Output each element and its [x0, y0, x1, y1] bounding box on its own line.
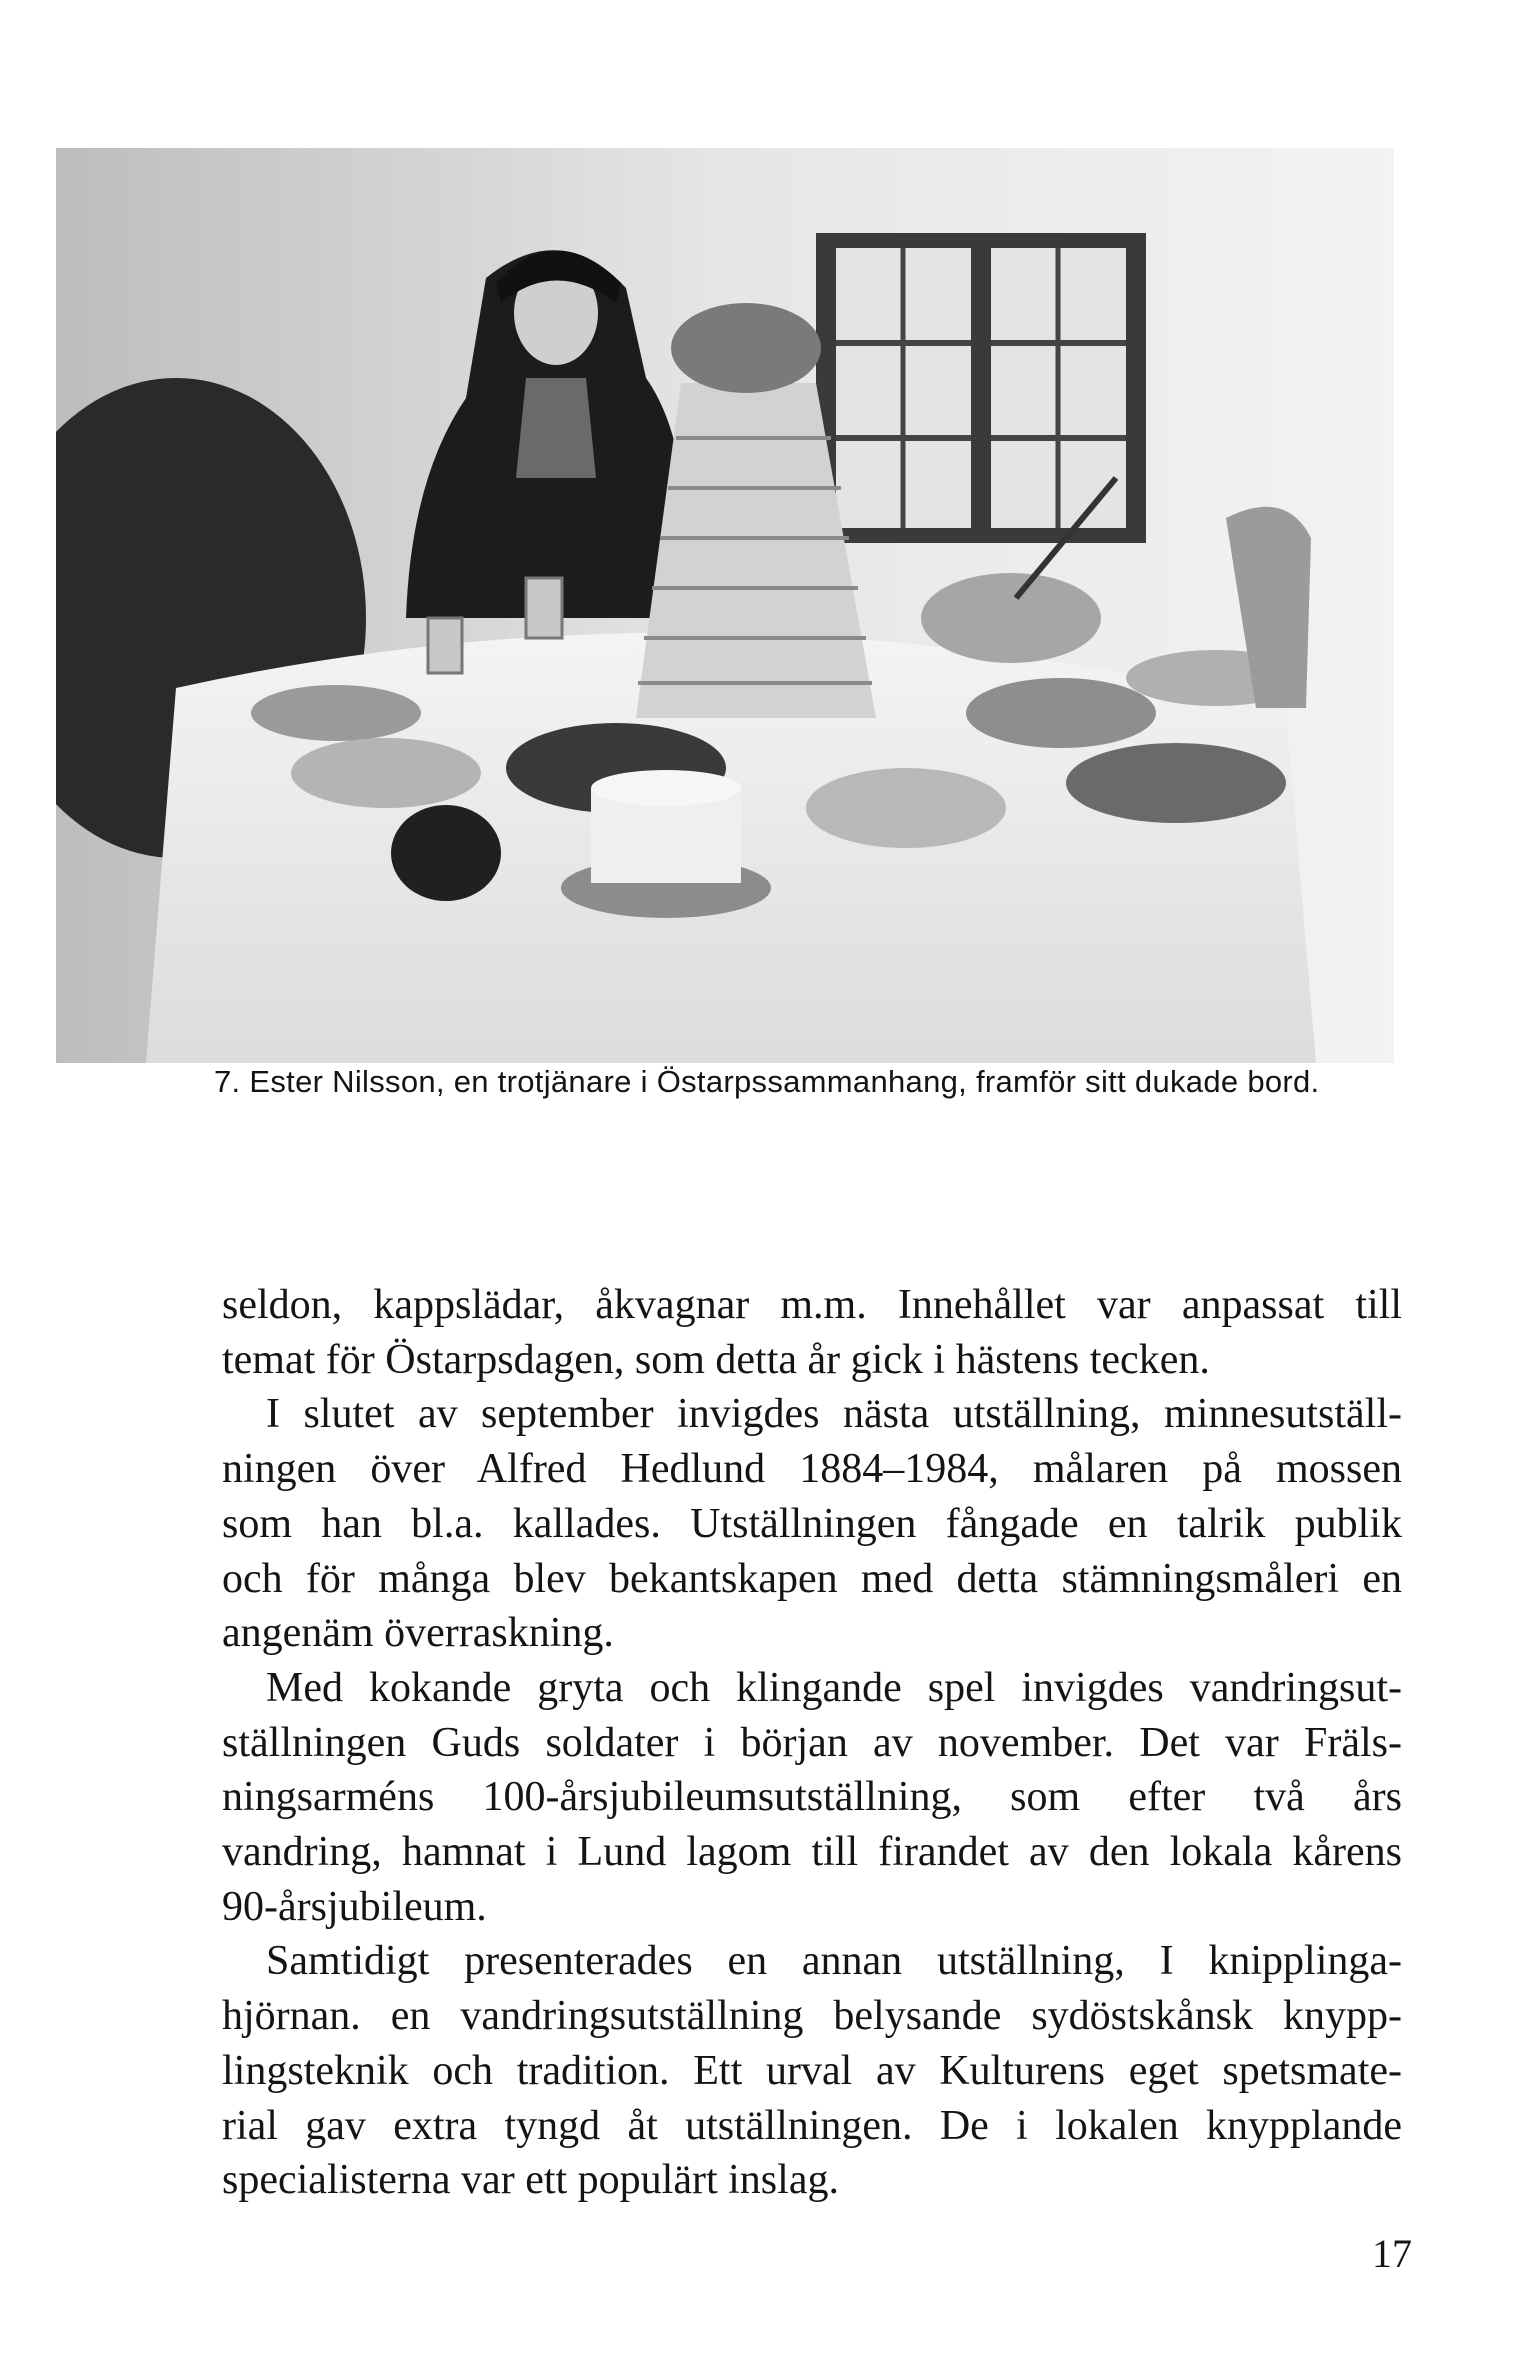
body-text [222, 1278, 1402, 2208]
text-line: och för många blev bekantskapen med detta stämningsmåleri en [222, 1555, 1402, 1602]
text-line: I slutet av september invigdes nästa utställning, minnesutställ- [266, 1391, 1402, 1438]
paragraph-2 [222, 1387, 1402, 1661]
text-line: vandring, hamnat i Lund lagom till firandet av den lokala kårens [222, 1829, 1402, 1876]
photo-illustration [56, 148, 1394, 1063]
paragraph-3 [222, 1661, 1402, 1935]
text-line: ningsarméns 100-årsjubileumsutställning, som efter två års [222, 1774, 1402, 1821]
photo-caption [214, 1064, 1434, 1100]
caption-text: Ester Nilsson, en trotjänare i Östarpssammanhang, framför sitt dukade bord. [249, 1064, 1320, 1099]
paragraph-4 [222, 1934, 1402, 2208]
photograph [56, 148, 1394, 1063]
text-line: angenäm överraskning. [222, 1610, 614, 1657]
text-line: ställningen Guds soldater i början av november. Det var Fräls- [222, 1719, 1402, 1766]
text-line: Med kokande gryta och klingande spel invigdes vandringsut- [266, 1664, 1402, 1711]
text-line: specialisterna var ett populärt inslag. [222, 2157, 839, 2204]
text-line: seldon, kappslädar, åkvagnar m.m. Innehållet var anpassat till [222, 1282, 1402, 1328]
page-number: 17 [1372, 2231, 1412, 2276]
text-line: ningen över Alfred Hedlund 1884–1984, målaren på mossen [222, 1446, 1402, 1493]
text-line: som han bl.a. kallades. Utställningen fångade en talrik publik [222, 1500, 1402, 1547]
text-line: 90-årsjubileum. [222, 1883, 487, 1930]
text-line: rial gav extra tyngd åt utställningen. De i lokalen knypplande [222, 2102, 1402, 2149]
text-line: temat för Östarpsdagen, som detta år gick i hästens tecken. [222, 1336, 1210, 1383]
text-line: lingsteknik och tradition. Ett urval av Kulturens eget spetsmate- [222, 2047, 1402, 2094]
text-line: hjörnan. en vandringsutställning belysande sydöstskånsk knypp- [222, 1993, 1402, 2040]
caption-number: 7. [214, 1064, 241, 1099]
paragraph-1 [222, 1278, 1402, 1387]
text-line: Samtidigt presenterades en annan utställning, I knipplinga- [266, 1938, 1402, 1985]
